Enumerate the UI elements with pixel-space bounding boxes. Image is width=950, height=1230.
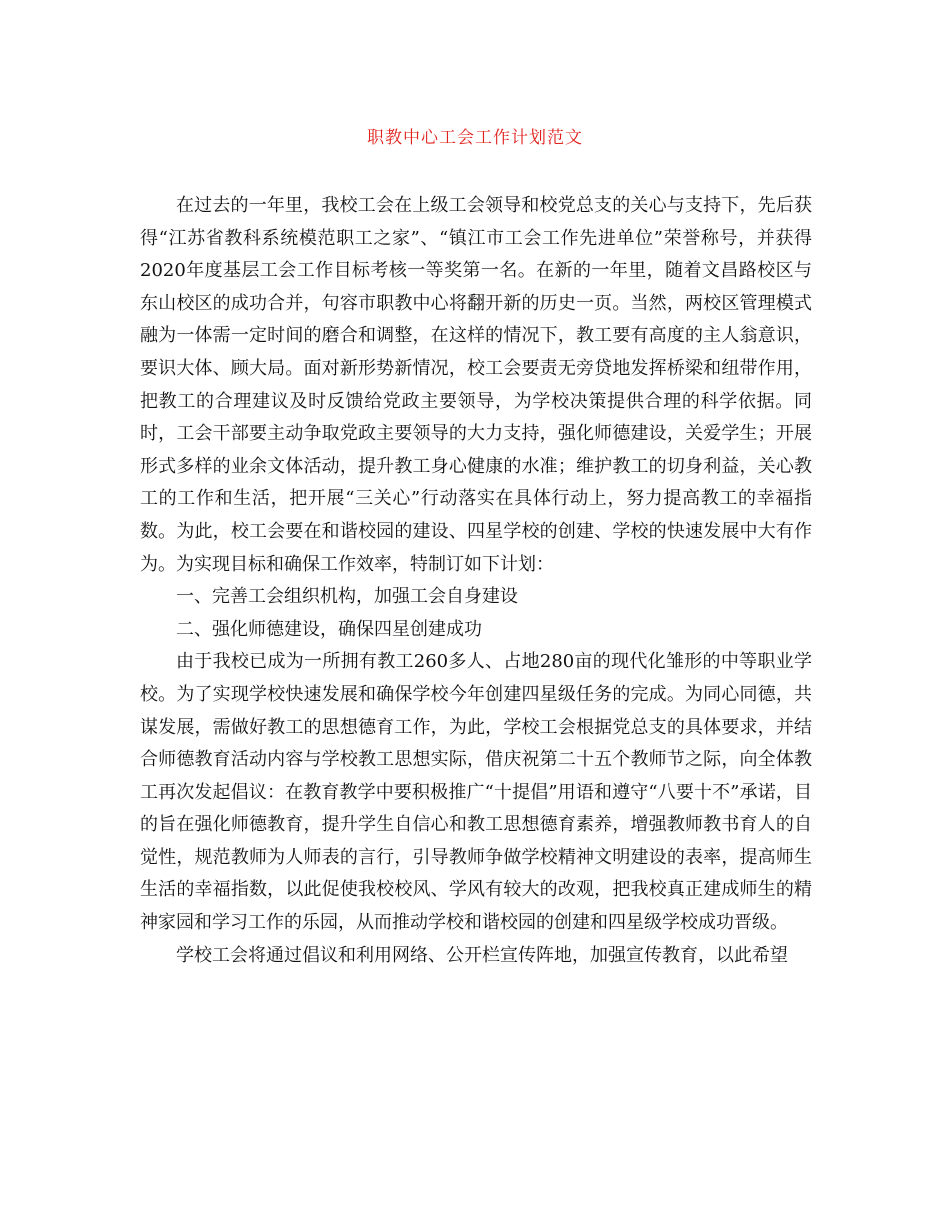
- document-body: [140, 190, 812, 972]
- section-heading-2: 二、强化师德建设，确保四星创建成功: [176, 618, 482, 640]
- paragraph-publicity: 学校工会将通过倡议和利用网络、公开栏宣传阵地，加强宣传教育，以此希望: [176, 944, 788, 966]
- paragraph-ethics: 由于我校已成为一所拥有教工260多人、占地280亩的现代化雏形的中等职业学校。为了实现学校快速发展和确保学校今年创建四星级任务的完成。为同心同德，共谋发展，需做好教工的思想德育工作，为此，学校工会根据党总支的具体要求，并结合师德教育活动内容与学校教工思想实际，借庆祝第二十五个教师节之际，向全体教工再次发起倡议：在教育教学中要积极推广“十提倡”用语和遵守“八要十不”承诺，目的旨在强化师德教育，提升学生自信心和教工思想德育素养，增强教师教书育人的自觉性，规范教师为人师表的言行，引导教师争做学校精神文明建设的表率，提高师生生活的幸福指数，以此促使我校校风、学风有较大的改观，把我校真正建成师生的精神家园和学习工作的乐园，从而推动学校和谐校园的创建和四星级学校成功晋级。: [140, 651, 812, 934]
- section-heading-1: 一、完善工会组织机构，加强工会自身建设: [176, 586, 518, 608]
- paragraph-intro: 在过去的一年里，我校工会在上级工会领导和校党总支的关心与支持下，先后获得“江苏省教科系统模范职工之家”、“镇江市工会工作先进单位”荣誉称号，并获得2020年度基层工会工作目标考核一等奖第一名。在新的一年里，随着文昌路校区与东山校区的成功合并，句容市职教中心将翻开新的历史一页。当然，两校区管理模式融为一体需一定时间的磨合和调整，在这样的情况下，教工要有高度的主人翁意识，要识大体、顾大局。面对新形势新情况，校工会要责无旁贷地发挥桥梁和纽带作用，把教工的合理建议及时反馈给党政主要领导，为学校决策提供合理的科学依据。同时，工会干部要主动争取党政主要领导的大力支持，强化师德建设，关爱学生；开展形式多样的业余文体活动，提升教工身心健康的水准；维护教工的切身利益，关心教工的工作和生活，把开展“三关心”行动落实在具体行动上，努力提高教工的幸福指数。为此，校工会要在和谐校园的建设、四星学校的创建、学校的快速发展中大有作为。为实现目标和确保工作效率，特制订如下计划：: [140, 195, 812, 575]
- document-title: 职教中心工会工作计划范文: [367, 128, 583, 148]
